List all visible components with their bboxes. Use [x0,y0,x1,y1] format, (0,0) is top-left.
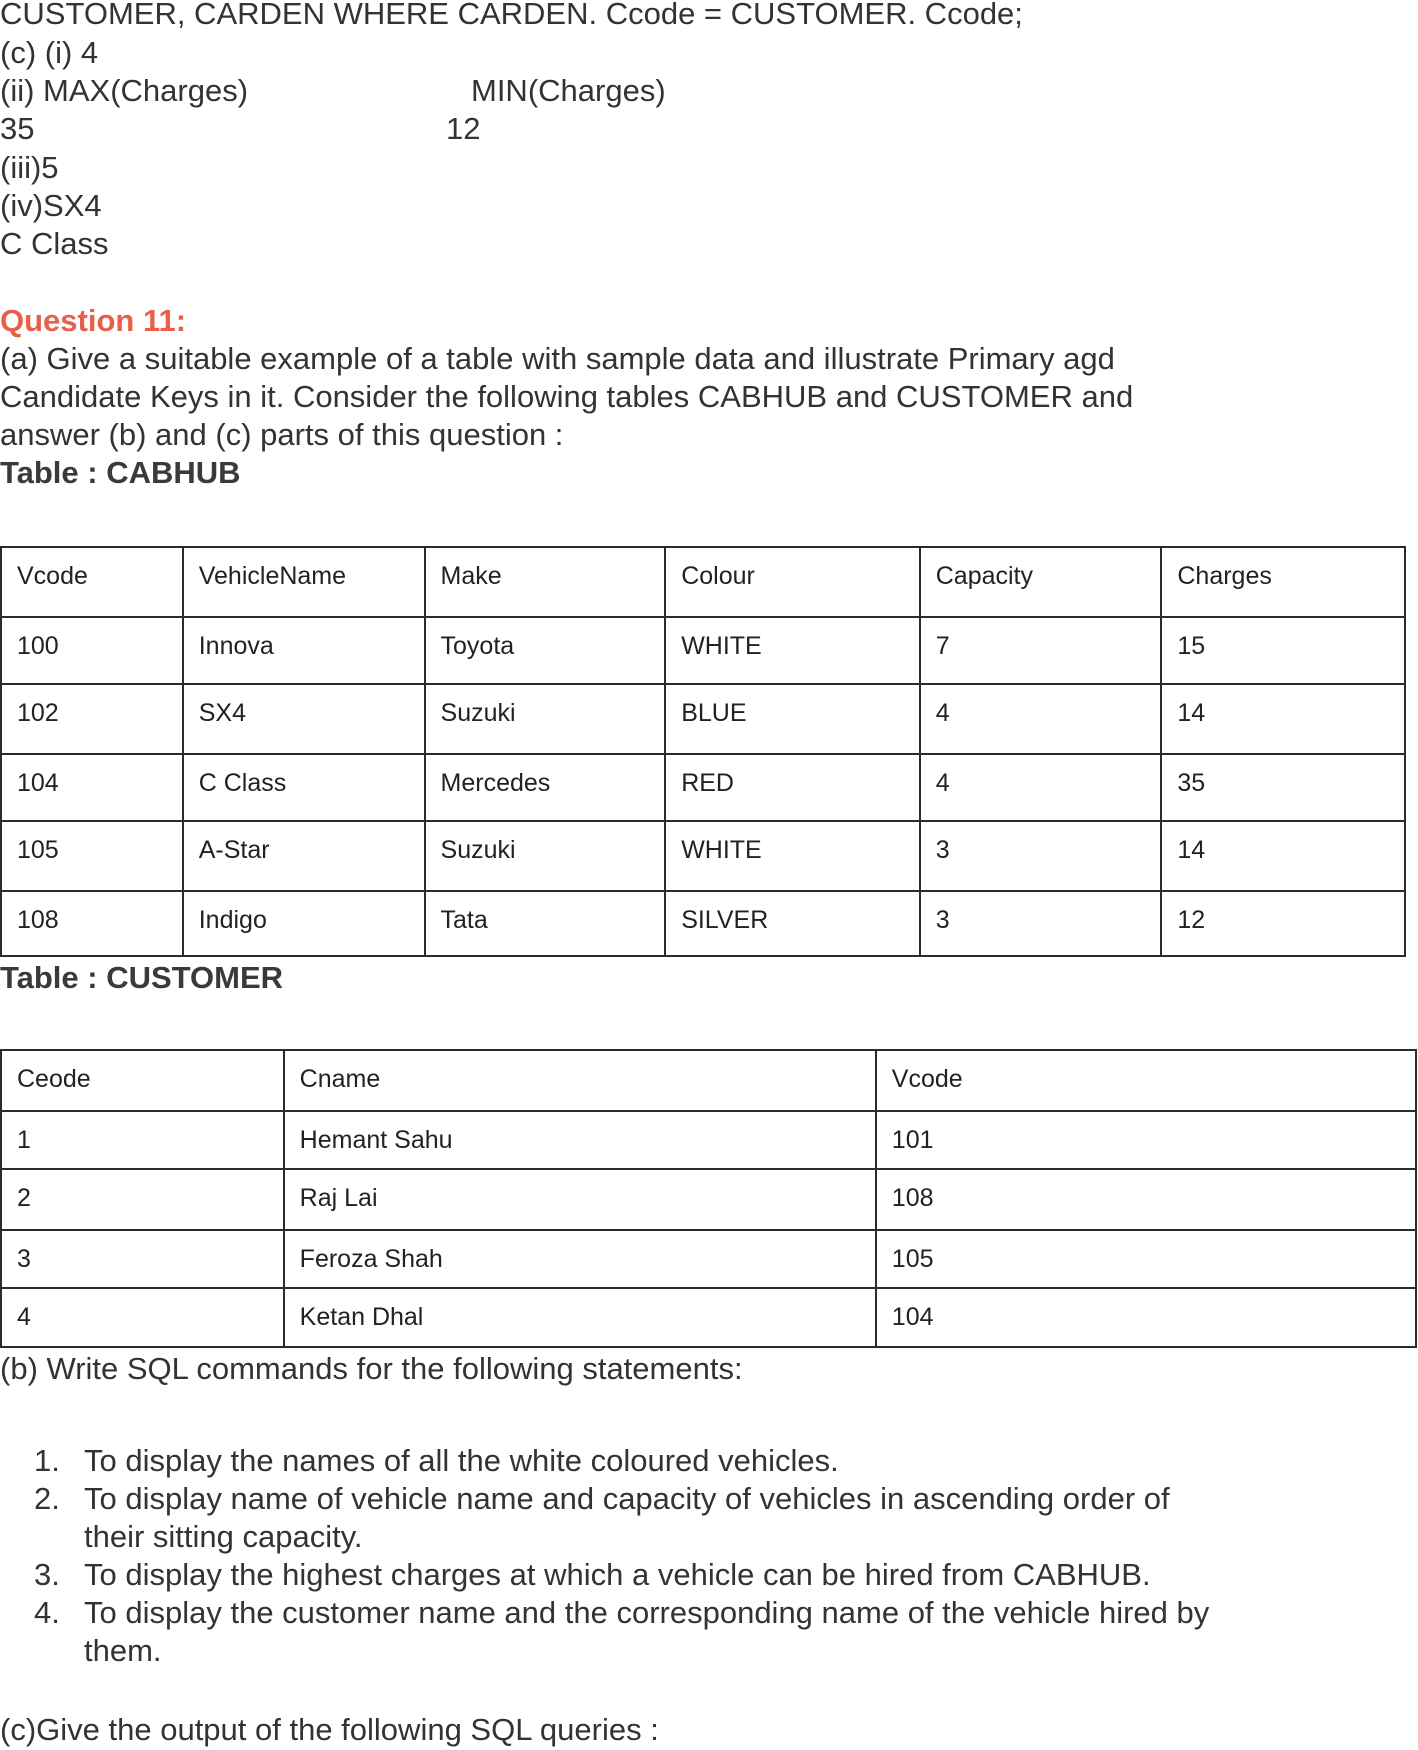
header-cell: Ceode [1,1050,284,1111]
table-customer-title: Table : CUSTOMER [0,960,284,995]
table-cell: A-Star [183,821,425,891]
table-cell: 35 [1161,754,1405,821]
part-a-line-1: (a) Give a suitable example of a table with sample data and illustrate Primary agd [0,341,1115,376]
table-header-row [1,547,1405,617]
part-a-line-3: answer (b) and (c) parts of this question : [0,417,564,452]
answer-c-ii-value2: 12 [446,111,481,146]
list-item-text: To display name of vehicle name and capacity of vehicles in ascending order of [84,1481,1170,1516]
list-item-text: To display the customer name and the corresponding name of the vehicle hired by [84,1595,1210,1630]
table-cell: 4 [920,684,1162,754]
table-row [1,891,1405,956]
table-cell: RED [665,754,920,821]
table-cell: 14 [1161,684,1405,754]
table-cell: Hemant Sahu [284,1111,876,1169]
table-cell: Tata [425,891,666,956]
list-number: 1. [34,1443,60,1478]
part-c-heading: (c)Give the output of the following SQL queries : [0,1712,659,1747]
answer-c-ii-label2: MIN(Charges) [471,73,666,108]
table-row [1,617,1405,684]
header-cell: Make [425,547,666,617]
table-customer [0,1049,1417,1348]
table-cell: 3 [920,821,1162,891]
table-row [1,1111,1416,1169]
table-row [1,754,1405,821]
table-cell: 1 [1,1111,284,1169]
answer-c-iv: (iv)SX4 [0,188,102,223]
list-item-text: them. [84,1633,162,1668]
table-cell: 2 [1,1169,284,1230]
list-item [34,1594,1334,1670]
list-item-text: To display the names of all the white coloured vehicles. [84,1443,839,1478]
table-cell: SX4 [183,684,425,754]
table-row [1,684,1405,754]
table-cell: Toyota [425,617,666,684]
list-item [34,1556,1334,1594]
table-cell: 104 [876,1288,1416,1347]
answer-c-iv-2: C Class [0,226,109,261]
header-cell: Charges [1161,547,1405,617]
table-cell: 12 [1161,891,1405,956]
header-cell: Vcode [1,547,183,617]
table-cell: 14 [1161,821,1405,891]
answer-c-ii-label: (ii) MAX(Charges) [0,73,249,108]
table-cell: Raj Lai [284,1169,876,1230]
table-header-row [1,1050,1416,1111]
table-cell: Innova [183,617,425,684]
table-cell: Mercedes [425,754,666,821]
table-cell: Ketan Dhal [284,1288,876,1347]
question-title: Question 11: [0,303,187,338]
header-cell: Colour [665,547,920,617]
table-cell: Suzuki [425,821,666,891]
table-cell: WHITE [665,821,920,891]
table-cell: Indigo [183,891,425,956]
table-cell: 104 [1,754,183,821]
table-cell: 15 [1161,617,1405,684]
header-cell: Cname [284,1050,876,1111]
table-cell: 108 [876,1169,1416,1230]
table-cell: SILVER [665,891,920,956]
list-number: 2. [34,1481,60,1516]
table-cell: C Class [183,754,425,821]
table-cell: WHITE [665,617,920,684]
table-cabhub [0,546,1406,957]
table-row [1,1169,1416,1230]
table-row [1,821,1405,891]
table-cell: 101 [876,1111,1416,1169]
table-cell: 3 [920,891,1162,956]
table-cell: Feroza Shah [284,1230,876,1288]
table-cell: 100 [1,617,183,684]
part-a-line-2: Candidate Keys in it. Consider the following tables CABHUB and CUSTOMER and [0,379,1134,414]
answer-c-ii-value1: 35 [0,111,35,146]
table-cell: 102 [1,684,183,754]
part-b-list [34,1442,1334,1670]
answer-c-iii: (iii)5 [0,150,59,185]
table-row [1,1288,1416,1347]
table-cell: 105 [876,1230,1416,1288]
table-cell: 4 [1,1288,284,1347]
list-item [34,1480,1334,1556]
table-cell: 3 [1,1230,284,1288]
answer-c-i: (c) (i) 4 [0,35,99,70]
table-cell: BLUE [665,684,920,754]
table-cell: Suzuki [425,684,666,754]
list-number: 3. [34,1557,60,1592]
table-cell: 108 [1,891,183,956]
list-item-text: their sitting capacity. [84,1519,363,1554]
list-item-text: To display the highest charges at which a vehicle can be hired from CABHUB. [84,1557,1151,1592]
list-item [34,1442,1334,1480]
table-cabhub-title: Table : CABHUB [0,455,241,490]
list-number: 4. [34,1595,60,1630]
table-row [1,1230,1416,1288]
header-cell: Capacity [920,547,1162,617]
table-cell: 4 [920,754,1162,821]
header-cell: Vcode [876,1050,1416,1111]
sql-answer-tail: CUSTOMER, CARDEN WHERE CARDEN. Ccode = CUSTOMER. Ccode; [0,0,1023,31]
part-b-heading: (b) Write SQL commands for the following statements: [0,1351,743,1386]
table-cell: 7 [920,617,1162,684]
header-cell: VehicleName [183,547,425,617]
table-cell: 105 [1,821,183,891]
